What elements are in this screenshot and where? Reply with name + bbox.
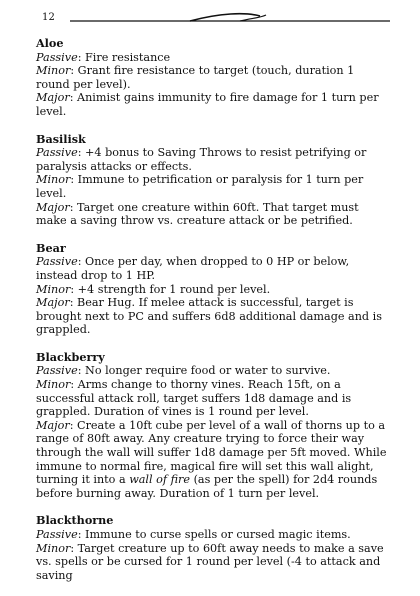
entry-aloe (36, 37, 388, 119)
minor-text: : Target creature up to 60ft away needs to make a save vs. spells or be cursed for 1 round per level (-4 to attack and saving (36, 541, 384, 582)
passive-line (36, 255, 388, 282)
major-label: Major (36, 296, 70, 310)
minor-text: : Arms change to thorny vines. Reach 15ft, on a successful attack roll, target suffers 1d8 damage and is grappled. Duration of vines is 1 round per level. (36, 378, 352, 419)
major-line (36, 91, 388, 118)
major-text: : Target one creature within 60ft. That target must make a saving throw vs. creature attack or be petrified. (36, 200, 359, 228)
major-label: Major (36, 91, 70, 105)
major-line (36, 296, 388, 337)
passive-label: Passive (36, 146, 78, 160)
wall-of-fire-term: wall of fire (129, 473, 191, 487)
minor-label: Minor (36, 378, 71, 392)
major-line (36, 201, 388, 228)
major-text: : Animist gains immunity to fire damage for 1 turn per level. (36, 91, 379, 118)
major-text-part1: : Create a 10ft cube per level of a wall of thorns up to a range of 80ft away. Any creature trying to force their way through the wall will suffer 1d8 damage per 5ft moved. While immune to normal fire, magical fire will set this wall alight, turning it into a (36, 418, 387, 487)
minor-label: Minor (36, 173, 71, 187)
entry-title: Blackthorne (36, 513, 114, 528)
passive-label: Passive (36, 50, 78, 64)
entry-title: Aloe (36, 36, 64, 50)
minor-line (36, 173, 388, 200)
entry-title: Bear (36, 240, 66, 255)
major-line (36, 419, 388, 501)
entry-basilisk (36, 133, 388, 228)
minor-text: : Grant fire resistance to target (touch, duration 1 round per level). (36, 64, 355, 91)
minor-line (36, 378, 388, 419)
minor-label: Minor (36, 64, 71, 78)
passive-line (36, 51, 388, 65)
passive-text: : Fire resistance (77, 50, 171, 64)
minor-line (36, 283, 388, 297)
passive-line (36, 364, 388, 378)
passive-text: : +4 bonus to Saving Throws to resist petrifying or paralysis attacks or effects. (36, 146, 367, 173)
passive-text: : Once per day, when dropped to 0 HP or below, instead drop to 1 HP. (36, 255, 350, 282)
passive-text: : Immune to curse spells or cursed magic items. (77, 528, 351, 541)
major-label: Major (36, 200, 70, 214)
passive-text: : No longer require food or water to survive. (77, 364, 331, 378)
major-label: Major (36, 418, 70, 432)
entry-blackthorne (36, 514, 388, 582)
minor-label: Minor (36, 541, 71, 555)
entry-bear (36, 242, 388, 337)
entry-blackberry (36, 351, 388, 501)
document-body (36, 37, 388, 596)
passive-label: Passive (36, 528, 78, 541)
page-number: 12 (42, 12, 56, 23)
passive-line (36, 528, 388, 542)
entry-title: Basilisk (36, 131, 86, 146)
passive-label: Passive (36, 364, 78, 378)
major-text-part2: (as per the spell) for 2d4 rounds before burning away. Duration of 1 turn per level. (36, 473, 378, 500)
minor-line (36, 64, 388, 91)
passive-label: Passive (36, 255, 78, 269)
entry-title: Blackberry (36, 349, 105, 364)
minor-text: : +4 strength for 1 round per level. (70, 282, 271, 296)
major-text: : Bear Hug. If melee attack is successful, target is brought next to PC and suffers 6d8 additional damage and is grappled. (36, 296, 382, 337)
minor-line (36, 542, 388, 583)
header-divider (70, 10, 390, 30)
minor-label: Minor (36, 282, 71, 296)
minor-text: : Immune to petrification or paralysis for 1 turn per level. (36, 173, 364, 200)
passive-line (36, 146, 388, 173)
